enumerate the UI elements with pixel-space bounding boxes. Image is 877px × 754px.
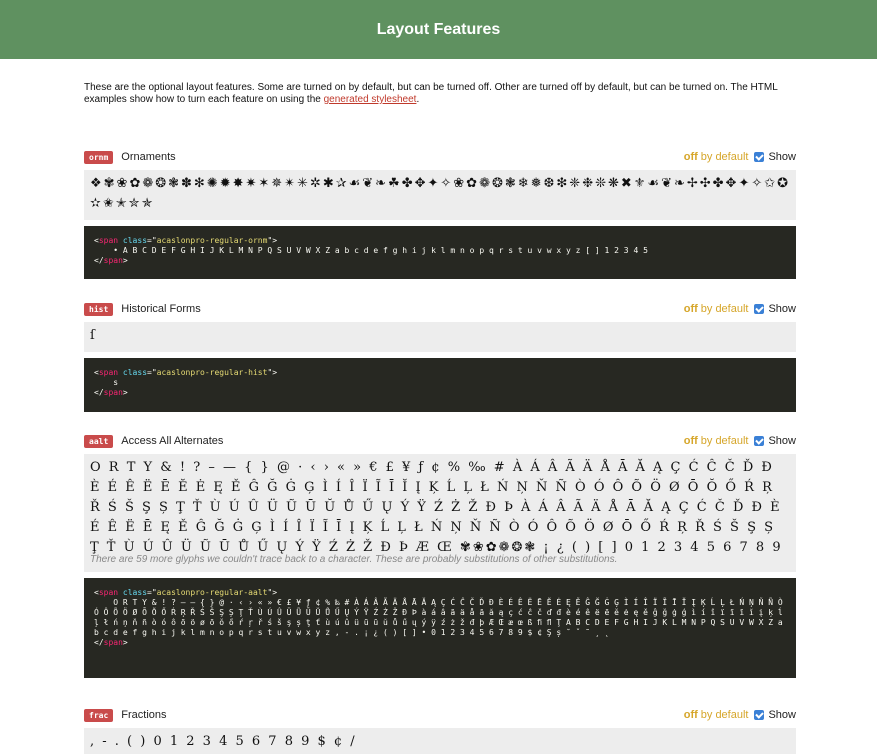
preview-glyphs: O R T Y & ! ? – — { } @ · ‹ › « » € £ ¥ ƒ ¢ % ‰ # À Á Â Ã Ä Å Ā Ă Ą Ç Ć Ĉ Č Ď Đ È É Ê Ë Ē Ĕ Ė Ę Ě Ĝ Ğ Ġ Ģ Ì Í Î Ï Ĩ Ī Ĭ Į Ķ Ĺ Ļ Ł Ń Ņ Ň Ñ Ò Ó Ô Õ Ö Ø Ō Ŏ Ő Ŕ Ŗ Ř Ś Š Ş Ș Ţ Ť Ù Ú Û Ü Ũ Ū Ŭ Ů Ű Ų Ý Ÿ Ź Ż Ž Đ Þ À Á Â Ã Ä Å Ā Ă Ą Ç Ć Č Ď Đ È É Ê Ë Ē Ę Ě Ĝ Ğ Ġ Ģ Ì Í Î Ï Ĩ Ī Į Ķ Ĺ Ļ Ł Ń Ņ Ň Ñ Ò Ó Ô Õ Ö Ø Ō Ő Ŕ Ŗ Ř Ś Š Ş Ș Ţ Ť Ù Ú Û Ü Ũ Ū Ů Ű Ų Ý Ÿ Ź Ż Ž Đ Þ Æ Œ ✾❀✿❁❂❃ ¡ ¿ ( ) [ ] 0 1 2 3 4 5 6 7 8 9 xyxy=(90,460,783,554)
code-example: <span class="acaslonpro-regular-ornm"> • A B C D E F G H I J K L M N P Q S U V W X Z a b c d e f g h i j k l m n o p q r s t u v w x y z [ ] 1 2 3 4 5 </span> xyxy=(84,226,796,279)
glyph-preview xyxy=(84,728,796,754)
feature-name: Access All Alternates xyxy=(121,435,224,447)
show-label: Show xyxy=(768,435,796,447)
feature-header xyxy=(84,150,796,164)
off-label: off xyxy=(683,303,698,315)
feature-tag: aalt xyxy=(84,435,113,448)
feature-access-all-alternates xyxy=(84,434,796,678)
feature-fractions xyxy=(84,708,796,754)
by-default-label: by default xyxy=(700,709,749,721)
off-label: off xyxy=(683,435,698,447)
feature-ornaments xyxy=(84,150,796,279)
preview-glyphs: ❖✾❀✿❁❂❃✽✻✺✹✸✷✶✵✴✳✲✱✰☙❦❧☘✤✥✦✧❀✿❁❂❃❄❅❆❇❈❉❊❋✖⚜☙❦❧✢✣✤✥✦✧✩✪✫✬✭✮✯ xyxy=(90,176,791,211)
feature-header xyxy=(84,302,796,316)
code-class-value: acaslonpro-regular-aalt xyxy=(156,588,268,597)
code-attr: class xyxy=(122,588,148,597)
by-default-label: by default xyxy=(700,303,749,315)
show-label: Show xyxy=(768,303,796,315)
show-checkbox[interactable] xyxy=(754,710,764,720)
show-label: Show xyxy=(768,151,796,163)
off-label: off xyxy=(683,709,698,721)
show-label: Show xyxy=(768,709,796,721)
feature-status xyxy=(684,303,796,315)
code-open-tag: span xyxy=(98,368,119,377)
feature-status xyxy=(684,151,796,163)
feature-status xyxy=(684,435,796,447)
code-close-tag: span xyxy=(103,638,123,647)
feature-header xyxy=(84,434,796,448)
code-content: s xyxy=(113,378,119,387)
code-open-tag: span xyxy=(98,236,119,245)
code-attr: class xyxy=(122,236,148,245)
code-example: <span class="acaslonpro-regular-hist"> s </span> xyxy=(84,358,796,412)
code-attr: class xyxy=(122,368,148,377)
intro-text-end: . xyxy=(416,94,420,105)
code-content: O R T Y & ! ? – — { } @ · ‹ › « » € £ ¥ ƒ ¢ % ‰ # À Á Â Ã Ä Å Ā Ă Ą Ç Ć Ĉ Č Ď Đ È É Ê Ë Ē Ĕ Ė Ę Ě Ĝ Ğ Ġ Ģ Ì Í Î Ï Ĩ Ī Ĭ Į Ķ Ĺ Ļ Ł Ń Ņ Ň Ñ Ò Ó Ô Õ Ö Ø Ō Ŏ Ő Ŕ Ŗ Ř Ś Š Ş Ș Ţ Ť Ù Ú Û Ü Ũ Ū Ŭ Ů Ű Ų Ý Ÿ Ź Ż Ž Đ Þ à á â ã ä å ā ă ą ç ć ĉ č ď đ è é ê ë ē ĕ ė ę ě ĝ ğ ġ ģ ì í î ï ĩ ī ĭ į ķ ĺ ļ ł ń ņ ň ñ ò ó ô õ ö ø ō ŏ ő ŕ ŗ ř ś š ş ș ţ ť ù ú û ü ũ ū ŭ ů ű ų ý ÿ ź ż ž đ þ Æ Œ æ œ ß ﬁ ﬂ Ţ A B C D E F G H I J K L M N P Q S U V W X Z a b c d e f g h i j k l m n o p q r s t u v w x y z , - . ¡ ¿ ( ) [ ] • 0 1 2 3 4 5 6 7 8 9 $ ¢ Ş ș ˘ ˇ ˜ ¸ ˛ xyxy=(94,598,788,637)
code-close-tag: span xyxy=(103,388,123,397)
untraced-glyphs-note: There are 59 more glyphs we couldn't trace back to a character. These are probably substitutions of other substitutions. xyxy=(90,554,618,565)
feature-name: Fractions xyxy=(121,709,167,721)
glyph-preview xyxy=(84,322,796,352)
page-title: Layout Features xyxy=(376,20,501,38)
feature-tag: ornm xyxy=(84,151,113,164)
code-open-tag: span xyxy=(98,588,119,597)
show-checkbox[interactable] xyxy=(754,304,764,314)
glyph-preview xyxy=(84,170,796,220)
code-close-tag: span xyxy=(103,256,123,265)
intro-paragraph xyxy=(84,82,784,106)
code-class-value: acaslonpro-regular-hist xyxy=(156,368,268,377)
feature-historical-forms xyxy=(84,302,796,412)
show-checkbox[interactable] xyxy=(754,436,764,446)
feature-name: Historical Forms xyxy=(121,303,201,315)
code-class-value: acaslonpro-regular-ornm xyxy=(156,236,268,245)
intro-text: These are the optional layout features. Some are turned on by default, but can be turned off. Other are turned off by default, but can be turned on. The HTML examples show how to turn each feature on using the xyxy=(84,82,778,105)
feature-name: Ornaments xyxy=(121,151,176,163)
feature-tag: frac xyxy=(84,709,113,722)
glyph-preview xyxy=(84,454,796,572)
page-header xyxy=(0,0,877,59)
feature-tag: hist xyxy=(84,303,113,316)
preview-glyphs: , - . ( ) 0 1 2 3 4 5 6 7 8 9 $ ¢ / xyxy=(90,734,357,749)
preview-glyphs: ſ xyxy=(90,328,97,343)
feature-status xyxy=(684,709,796,721)
by-default-label: by default xyxy=(700,151,749,163)
code-content: • A B C D E F G H I J K L M N P Q S U V W X Z a b c d e f g h i j k l m n o p q r s t u v w x y z [ ] 1 2 3 4 5 xyxy=(113,246,648,255)
generated-stylesheet-link[interactable]: generated stylesheet xyxy=(323,94,417,105)
off-label: off xyxy=(683,151,698,163)
show-checkbox[interactable] xyxy=(754,152,764,162)
by-default-label: by default xyxy=(700,435,749,447)
feature-header xyxy=(84,708,796,722)
code-example: <span class="acaslonpro-regular-aalt"> O R T Y & ! ? – — { } @ · ‹ › « » € £ ¥ ƒ ¢ % ‰ # À Á Â Ã Ä Å Ā Ă Ą Ç Ć Ĉ Č Ď Đ È É Ê Ë Ē Ĕ Ė Ę Ě Ĝ Ğ Ġ Ģ Ì Í Î Ï Ĩ Ī Ĭ Į Ķ Ĺ Ļ Ł Ń Ņ Ň Ñ Ò Ó Ô Õ Ö Ø Ō Ŏ Ő Ŕ Ŗ Ř Ś Š Ş Ș Ţ Ť Ù Ú Û Ü Ũ Ū Ŭ Ů Ű Ų Ý Ÿ Ź Ż Ž Đ Þ à á â ã ä å ā ă ą ç ć ĉ č ď đ è é ê ë ē ĕ ė ę ě ĝ ğ ġ ģ ì í î ï ĩ ī ĭ į ķ ĺ ļ ł ń ņ ň ñ ò ó ô õ ö ø ō ŏ ő ŕ ŗ ř ś š ş ș ţ ť ù ú û ü ũ ū ŭ ů ű ų ý ÿ ź ż ž đ þ Æ Œ æ œ ß ﬁ ﬂ Ţ A B C D E F G H I J K L M N P Q S U V W X Z a b c d e f g h i j k l m n o p q r s t u v w x y z , - . ¡ ¿ ( ) [ ] • 0 1 2 3 4 5 6 7 8 9 $ ¢ Ş ș ˘ ˇ ˜ ¸ ˛ </span> xyxy=(84,578,796,678)
